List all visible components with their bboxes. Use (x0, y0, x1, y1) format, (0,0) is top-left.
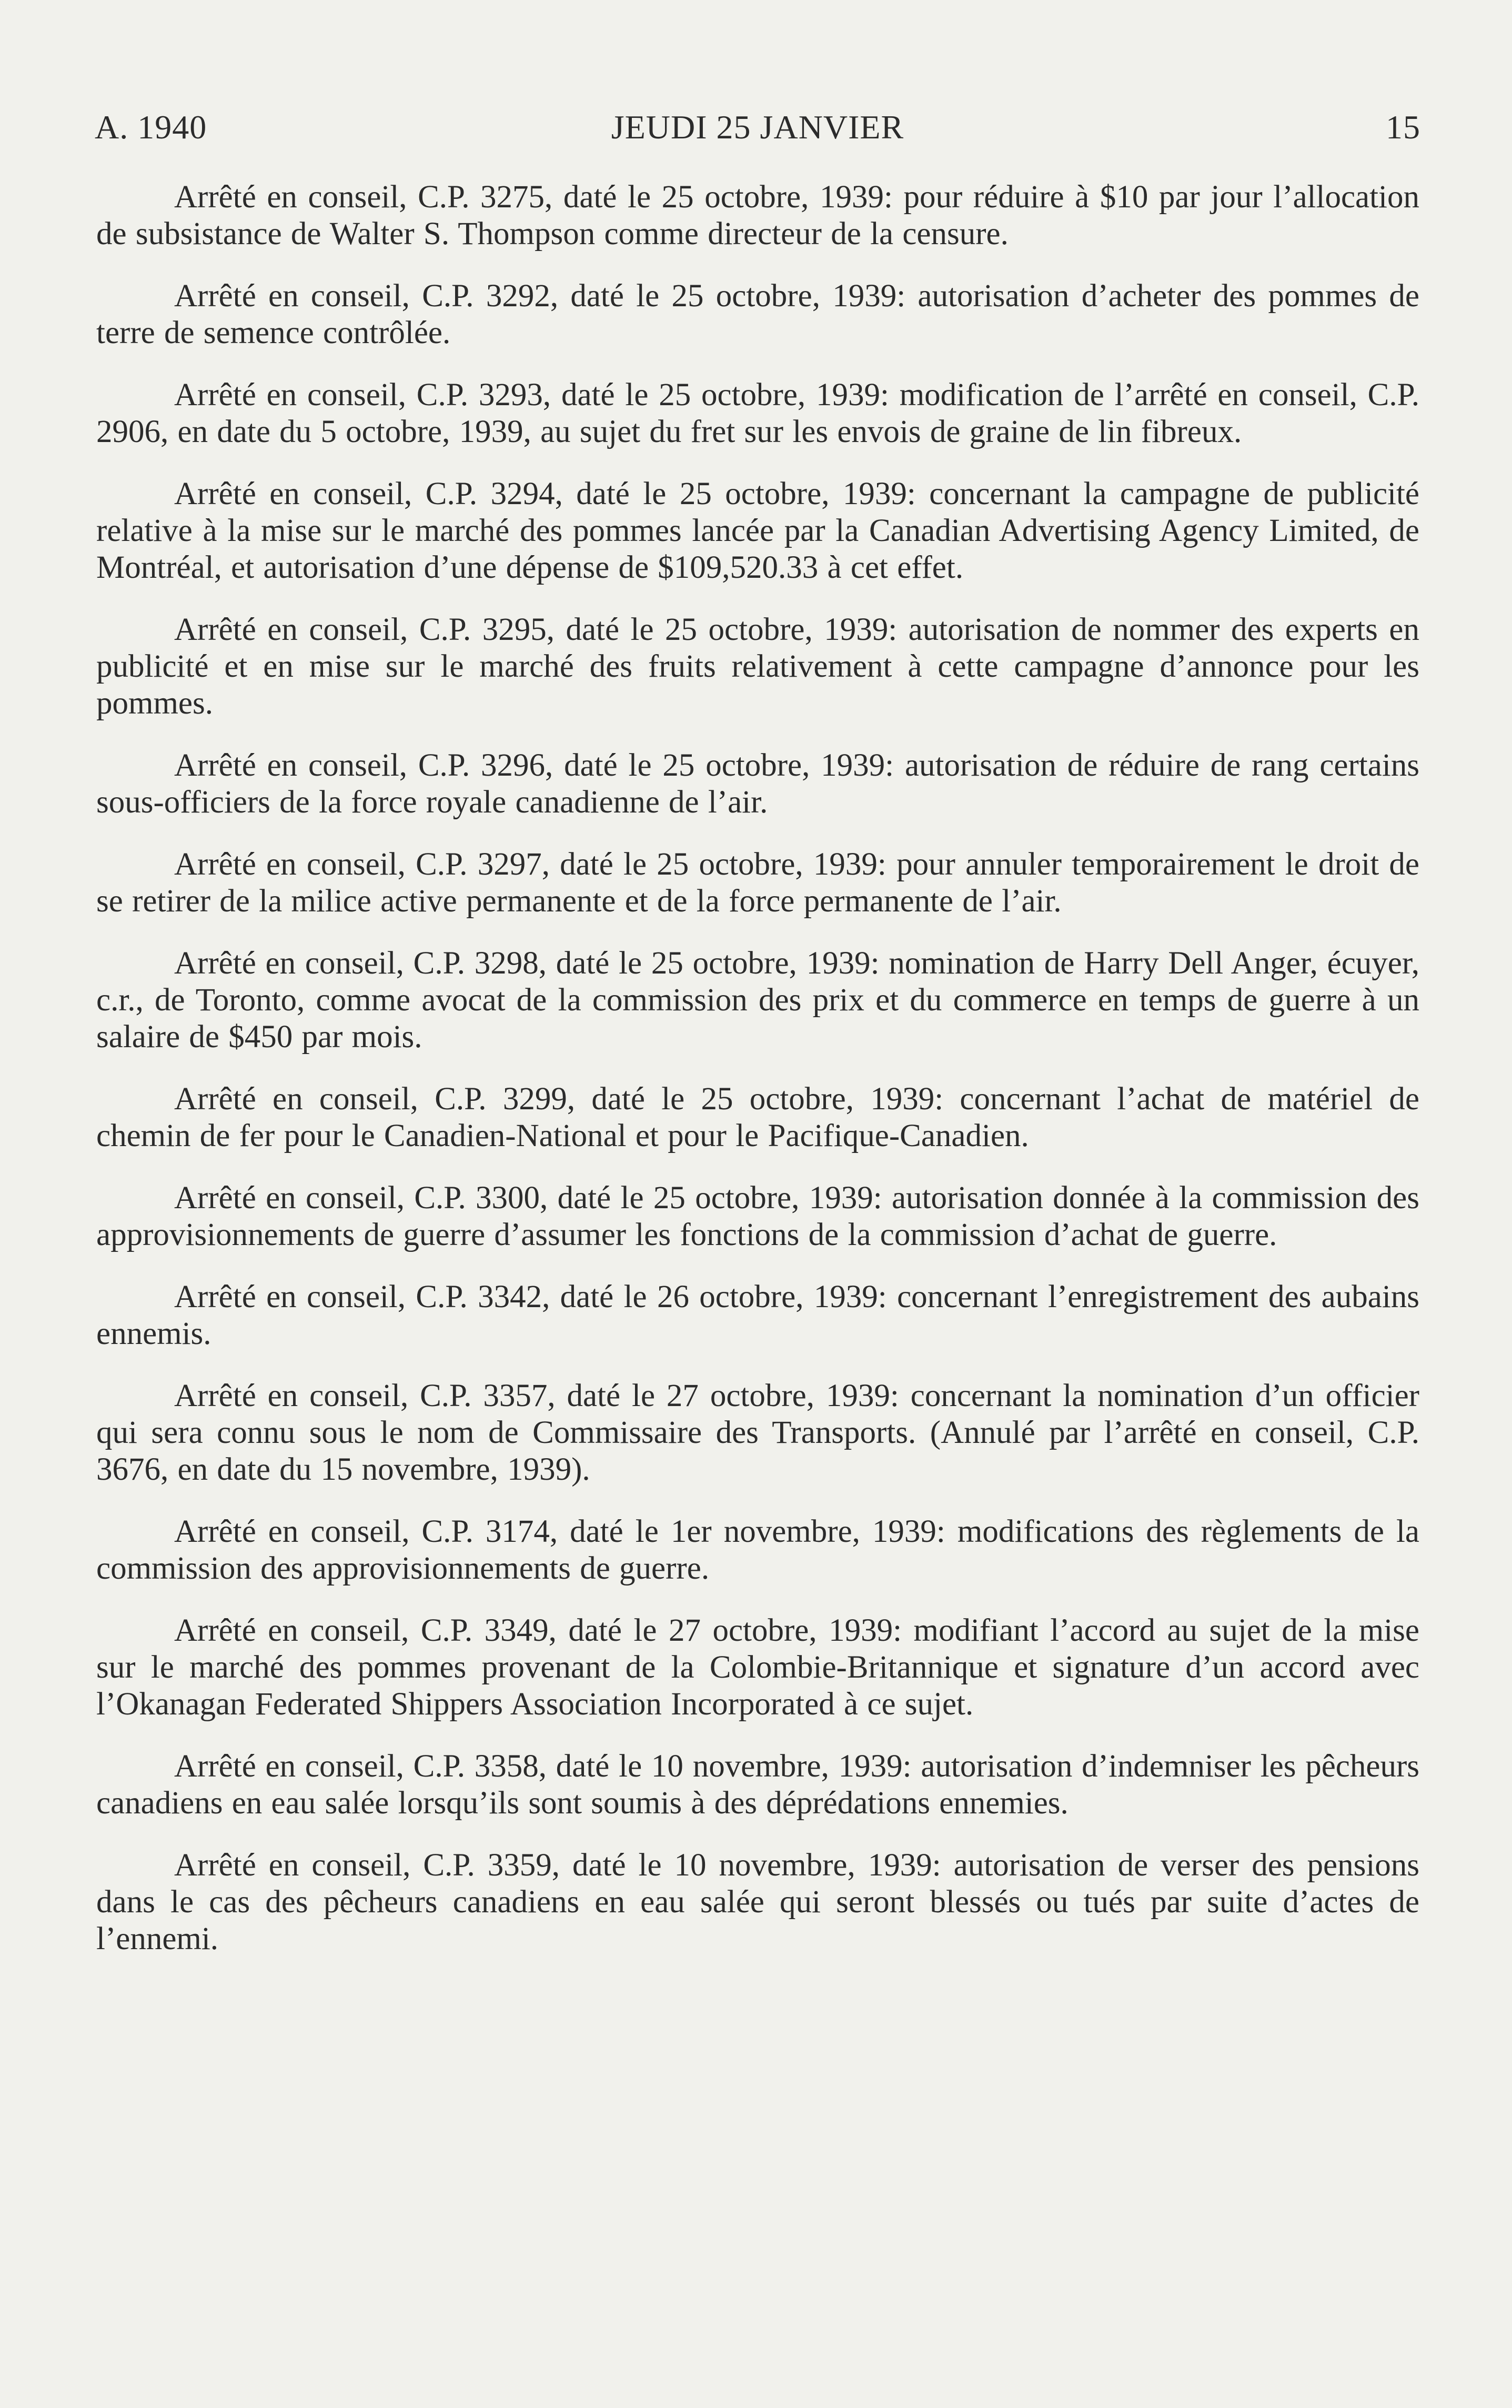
order-in-council-paragraph: Arrêté en conseil, C.P. 3349, daté le 27 octobre, 1939: modifiant l’accord au sujet de la mise sur le marché des pommes provenant de la Colombie-Britannique et signature d’un accord avec l’Okanagan Federated Shippers Association Incorporated à ce sujet. (96, 1613, 1419, 1722)
header-date: JEUDI 25 JANVIER (611, 108, 904, 146)
order-in-council-paragraph: Arrêté en conseil, C.P. 3297, daté le 25 octobre, 1939: pour annuler temporairement le droit de se retirer de la milice active permanente et de la force permanente de l’air. (96, 847, 1419, 919)
order-in-council-paragraph: Arrêté en conseil, C.P. 3292, daté le 25 octobre, 1939: autorisation d’acheter des pommes de terre de semence contrôlée. (96, 278, 1419, 350)
order-in-council-paragraph: Arrêté en conseil, C.P. 3295, daté le 25 octobre, 1939: autorisation de nommer des experts en publicité et en mise sur le marché des fruits relativement à cette campagne d’annonce pour les pommes. (96, 612, 1419, 721)
order-in-council-paragraph: Arrêté en conseil, C.P. 3342, daté le 26 octobre, 1939: concernant l’enregistrement des aubains ennemis. (96, 1279, 1419, 1351)
order-in-council-paragraph: Arrêté en conseil, C.P. 3357, daté le 27 octobre, 1939: concernant la nomination d’un officier qui sera connu sous le nom de Commissaire des Transports. (Annulé par l’arrêté en conseil, C.P. 3676, en date du 15 novembre, 1939). (96, 1378, 1419, 1487)
header-year: A. 1940 (95, 108, 207, 146)
page-number: 15 (1386, 108, 1420, 146)
page-header (95, 108, 1420, 150)
document-body (96, 179, 1419, 1983)
order-in-council-paragraph: Arrêté en conseil, C.P. 3299, daté le 25 octobre, 1939: concernant l’achat de matériel de chemin de fer pour le Canadien-National et pour le Pacifique-Canadien. (96, 1081, 1419, 1153)
order-in-council-paragraph: Arrêté en conseil, C.P. 3300, daté le 25 octobre, 1939: autorisation donnée à la commission des approvisionnements de guerre d’assumer les fonctions de la commission d’achat de guerre. (96, 1180, 1419, 1252)
order-in-council-paragraph: Arrêté en conseil, C.P. 3293, daté le 25 octobre, 1939: modification de l’arrêté en conseil, C.P. 2906, en date du 5 octobre, 1939, au sujet du fret sur les envois de graine de lin fibreux. (96, 377, 1419, 449)
order-in-council-paragraph: Arrêté en conseil, C.P. 3294, daté le 25 octobre, 1939: concernant la campagne de publicité relative à la mise sur le marché des pommes lancée par la Canadian Advertising Agency Limited, de Montréal, et autorisation d’une dépense de $109,520.33 à cet effet. (96, 476, 1419, 585)
order-in-council-paragraph: Arrêté en conseil, C.P. 3359, daté le 10 novembre, 1939: autorisation de verser des pensions dans le cas des pêcheurs canadiens en eau salée qui seront blessés ou tués par suite d’actes de l’ennemi. (96, 1848, 1419, 1956)
order-in-council-paragraph: Arrêté en conseil, C.P. 3296, daté le 25 octobre, 1939: autorisation de réduire de rang certains sous-officiers de la force royale canadienne de l’air. (96, 748, 1419, 820)
order-in-council-paragraph: Arrêté en conseil, C.P. 3358, daté le 10 novembre, 1939: autorisation d’indemniser les pêcheurs canadiens en eau salée lorsqu’ils sont soumis à des déprédations ennemies. (96, 1749, 1419, 1821)
order-in-council-paragraph: Arrêté en conseil, C.P. 3298, daté le 25 octobre, 1939: nomination de Harry Dell Anger, écuyer, c.r., de Toronto, comme avocat de la commission des prix et du commerce en temps de guerre à un salaire de $450 par mois. (96, 946, 1419, 1055)
order-in-council-paragraph: Arrêté en conseil, C.P. 3275, daté le 25 octobre, 1939: pour réduire à $10 par jour l’allocation de subsistance de Walter S. Thompson comme directeur de la censure. (96, 179, 1419, 252)
order-in-council-paragraph: Arrêté en conseil, C.P. 3174, daté le 1er novembre, 1939: modifications des règlements de la commission des approvisionnements de guerre. (96, 1514, 1419, 1586)
